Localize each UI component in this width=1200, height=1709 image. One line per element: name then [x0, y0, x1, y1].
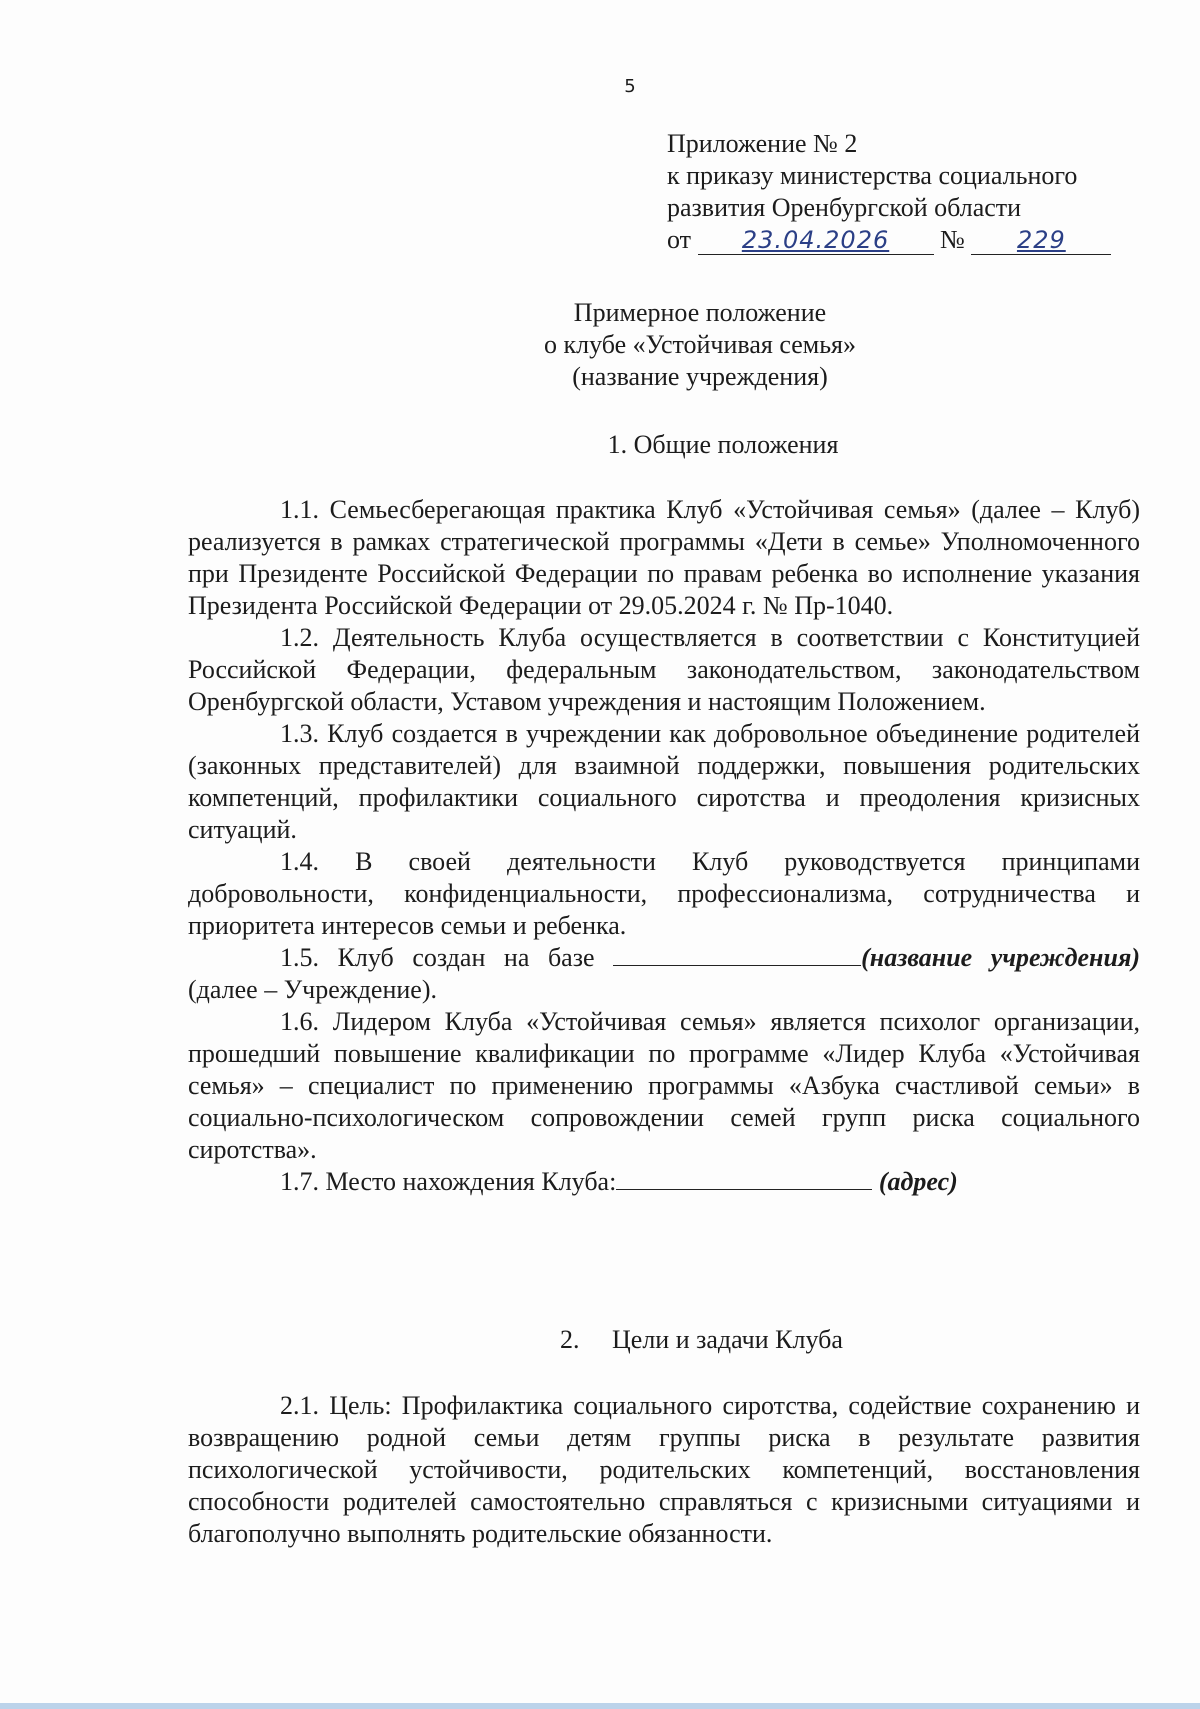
paragraph-1-7-text: 1.7. Место нахождения Клуба: [280, 1167, 617, 1196]
from-label: от [667, 225, 692, 254]
title-line-1: Примерное положение [573, 298, 827, 327]
title-line-2: о клубе «Устойчивая семья» [543, 330, 857, 359]
paragraph-1-4: 1.4. В своей деятельности Клуб руководствуется принципами добровольности, конфиденциальности, профессионализма, сотрудничества и приоритета интересов семьи и ребенка. [188, 847, 1140, 940]
section-2-title: Цели и задачи Клуба [612, 1325, 843, 1354]
section-1-body [188, 494, 1140, 1198]
scan-edge [0, 1703, 1200, 1709]
appendix-header [667, 128, 1167, 256]
appendix-line-3: развития Оренбургской области [667, 193, 1022, 222]
institution-hint: (название учреждения) [861, 943, 1141, 972]
paragraph-1-5-text: 1.5. Клуб создан на базе [280, 943, 595, 972]
address-hint: (адрес) [878, 1167, 958, 1196]
handwritten-date: 23.04.2026 [698, 226, 934, 255]
paragraph-1-1: 1.1. Семьесберегающая практика Клуб «Устойчивая семья» (далее – Клуб) реализуется в рамках стратегической программы «Дети в семье» Уполномоченного при Президенте Российской Федерации по правам ребенка во исполнение указания Президента Российской Федерации от 29.05.2024 г. № Пр-1040. [188, 495, 1140, 620]
paragraph-1-7 [188, 1166, 1140, 1198]
paragraph-2-1: 2.1. Цель: Профилактика социального сиротства, содействие сохранению и возвращению родной семьи детям группы риска в результате развития психологической устойчивости, родительских компетенций, восстановления способности родителей самостоятельно справляться с кризисными ситуациями и благополучно выполнять родительские обязанности. [188, 1391, 1140, 1548]
appendix-line-2: к приказу министерства социального [667, 161, 1078, 190]
handwritten-number: 229 [971, 226, 1111, 255]
section-2-heading [560, 1324, 960, 1356]
section-1-heading: 1. Общие положения [607, 430, 839, 459]
appendix-date-line [667, 224, 1167, 256]
paragraph-1-6: 1.6. Лидером Клуба «Устойчивая семья» является психолог организации, прошедший повышение квалификации по программе «Лидер Клуба «Устойчивая семья» – специалист по применению программы «Азбука счастливой семьи» в социально-психологическом сопровождении семей групп риска социального сиротства». [188, 1007, 1140, 1164]
institution-blank [613, 943, 861, 966]
section-2-number: 2. [560, 1325, 580, 1354]
paragraph-1-2: 1.2. Деятельность Клуба осуществляется в соответствии с Конституцией Российской Федерации, федеральным законодательством, законодательством Оренбургской области, Уставом учреждения и настоящим Положением. [188, 623, 1140, 716]
title-line-3: (название учреждения) [572, 362, 828, 391]
section-2-body [188, 1390, 1140, 1550]
address-blank [616, 1167, 872, 1190]
paragraph-1-5 [188, 942, 1140, 1006]
document-title [200, 297, 1200, 393]
number-label: № [940, 225, 965, 254]
paragraph-1-5-tail: (далее – Учреждение). [188, 975, 437, 1004]
paragraph-1-3: 1.3. Клуб создается в учреждении как добровольное объединение родителей (законных представителей) для взаимной поддержки, повышения родительских компетенций, профилактики социального сиротства и преодоления кризисных ситуаций. [188, 719, 1140, 844]
appendix-line-1: Приложение № 2 [667, 129, 858, 158]
page-number: 5 [624, 76, 636, 97]
